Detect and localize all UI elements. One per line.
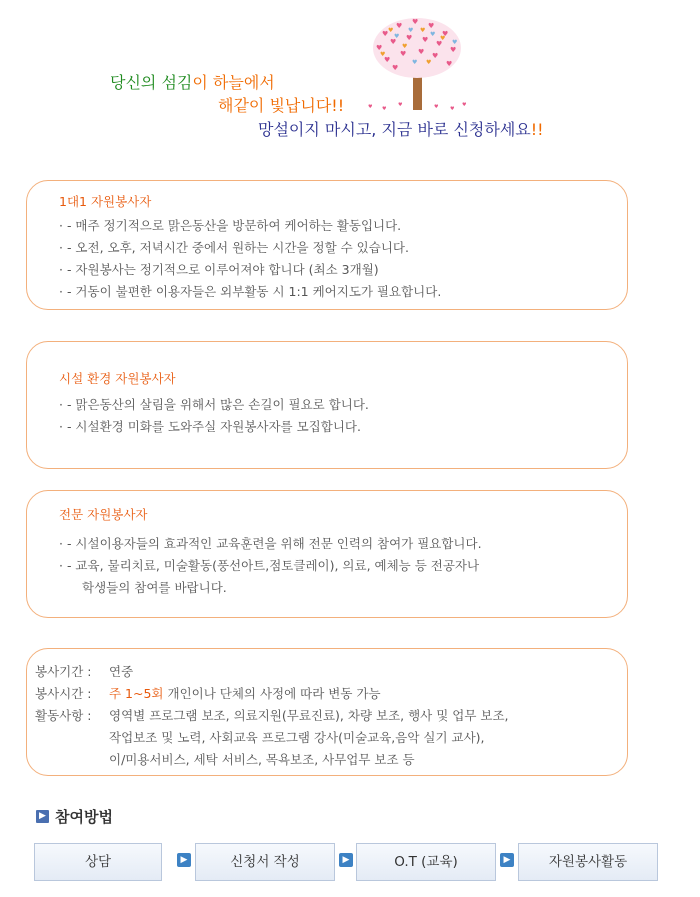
period-label: 봉사기간 : xyxy=(35,664,92,679)
section-title: 전문 자원봉사자 xyxy=(59,507,148,522)
section-item-list xyxy=(59,533,482,599)
info-row-period xyxy=(27,661,617,683)
svg-text:♥: ♥ xyxy=(382,30,389,38)
svg-text:♥: ♥ xyxy=(422,36,429,44)
section-item-list xyxy=(59,215,441,303)
step-consultation: 상담 xyxy=(34,843,162,881)
svg-text:♥: ♥ xyxy=(426,59,432,66)
svg-text:♥: ♥ xyxy=(420,27,426,34)
section-item-list xyxy=(59,394,369,438)
svg-text:♥: ♥ xyxy=(400,50,407,58)
svg-text:♥: ♥ xyxy=(380,51,386,58)
svg-text:♥: ♥ xyxy=(402,43,408,50)
section-one-to-one-volunteer xyxy=(26,180,628,310)
hero-banner xyxy=(0,0,700,160)
info-row-activity-cont xyxy=(27,727,617,749)
list-item: · - 맑은동산의 살림을 위해서 많은 손길이 필요로 합니다. xyxy=(59,397,369,412)
section-title: 1대1 자원봉사자 xyxy=(59,194,152,209)
arrow-right-icon: ▶ xyxy=(177,853,191,867)
svg-text:♥: ♥ xyxy=(442,30,449,38)
svg-text:♥: ♥ xyxy=(436,40,443,48)
list-item: · - 교육, 물리치료, 미술활동(풍선아트,점토클레이), 의료, 예체능 등 전공자나 xyxy=(59,558,480,573)
svg-text:♥: ♥ xyxy=(418,48,425,56)
svg-text:♥: ♥ xyxy=(368,104,373,110)
activity-line: 작업보조 및 노력, 사회교육 프로그램 강사(미술교육,음악 실기 교사), xyxy=(109,730,485,745)
svg-text:♥: ♥ xyxy=(408,27,414,34)
svg-text:♥: ♥ xyxy=(398,102,403,108)
svg-text:♥: ♥ xyxy=(428,22,435,30)
heart-tree-illustration xyxy=(362,14,472,114)
svg-text:♥: ♥ xyxy=(388,27,394,34)
list-item: · - 오전, 오후, 저녁시간 중에서 원하는 시간을 정할 수 있습니다. xyxy=(59,240,409,255)
list-item: · - 시설이용자들의 효과적인 교육훈련을 위해 전문 인력의 참여가 필요합니다. xyxy=(59,536,482,551)
activity-line: 영역별 프로그램 보조, 의료지원(무료진료), 차량 보조, 행사 및 업무 보조, xyxy=(109,708,509,723)
hero-line-3: 망설이지 마시고, 지금 바로 신청하세요!! xyxy=(258,120,544,139)
svg-text:♥: ♥ xyxy=(376,44,383,52)
svg-text:♥: ♥ xyxy=(430,31,436,38)
svg-text:♥: ♥ xyxy=(452,39,458,46)
svg-text:♥: ♥ xyxy=(382,106,387,112)
arrow-bullet-icon: ▶ xyxy=(36,810,49,823)
time-highlight: 주 1~5회 xyxy=(109,686,164,701)
list-item: · - 매주 정기적으로 맑은동산을 방문하여 케어하는 활동입니다. xyxy=(59,218,402,233)
step-volunteer-activity: 자원봉사활동 xyxy=(518,843,658,881)
hero-line-1: 당신의 섬김이 하늘에서 xyxy=(110,73,275,92)
activity-line: 이/미용서비스, 세탁 서비스, 목욕보조, 사무업무 보조 등 xyxy=(109,752,415,767)
svg-text:♥: ♥ xyxy=(450,46,457,54)
volunteer-info-box xyxy=(26,648,628,776)
list-item-continuation: 학생들의 참여를 바랍니다. xyxy=(82,580,227,595)
list-item: · - 거동이 불편한 이용자들은 외부활동 시 1:1 케어지도가 필요합니다. xyxy=(59,284,442,299)
svg-text:♥: ♥ xyxy=(450,106,455,112)
svg-text:♥: ♥ xyxy=(390,38,397,46)
time-value xyxy=(109,683,381,705)
step-application: 신청서 작성 xyxy=(195,843,335,881)
time-label: 봉사시간 : xyxy=(35,686,92,701)
svg-text:♥: ♥ xyxy=(412,59,418,66)
time-rest: 개인이나 단체의 사정에 따라 변동 가능 xyxy=(163,686,381,701)
info-table xyxy=(27,661,617,771)
step-orientation: O.T (교육) xyxy=(356,843,496,881)
period-value: 연중 xyxy=(109,664,134,679)
arrow-right-icon: ▶ xyxy=(339,853,353,867)
participation-heading xyxy=(36,806,113,826)
svg-text:♥: ♥ xyxy=(440,35,446,42)
svg-text:♥: ♥ xyxy=(446,60,453,68)
svg-text:♥: ♥ xyxy=(396,22,403,30)
svg-text:♥: ♥ xyxy=(434,104,439,110)
svg-text:♥: ♥ xyxy=(462,102,467,108)
svg-text:♥: ♥ xyxy=(406,34,413,42)
svg-text:♥: ♥ xyxy=(394,33,400,40)
activity-label: 활동사항 : xyxy=(35,708,92,723)
list-item: · - 자원봉사는 정기적으로 이루어져야 합니다 (최소 3개월) xyxy=(59,262,379,277)
info-row-time xyxy=(27,683,617,705)
svg-text:♥: ♥ xyxy=(392,64,399,72)
hero-line-2: 해같이 빛납니다!! xyxy=(218,96,345,115)
info-row-activity xyxy=(27,705,617,727)
section-title: 시설 환경 자원봉사자 xyxy=(59,371,176,386)
svg-text:♥: ♥ xyxy=(412,18,419,26)
section-facility-volunteer xyxy=(26,341,628,469)
svg-text:♥: ♥ xyxy=(384,56,391,64)
svg-text:♥: ♥ xyxy=(432,52,439,60)
arrow-right-icon: ▶ xyxy=(500,853,514,867)
section-professional-volunteer xyxy=(26,490,628,618)
participation-title: 참여방법 xyxy=(55,808,113,826)
info-row-activity-cont xyxy=(27,749,617,771)
list-item: · - 시설환경 미화를 도와주실 자원봉사자를 모집합니다. xyxy=(59,419,361,434)
